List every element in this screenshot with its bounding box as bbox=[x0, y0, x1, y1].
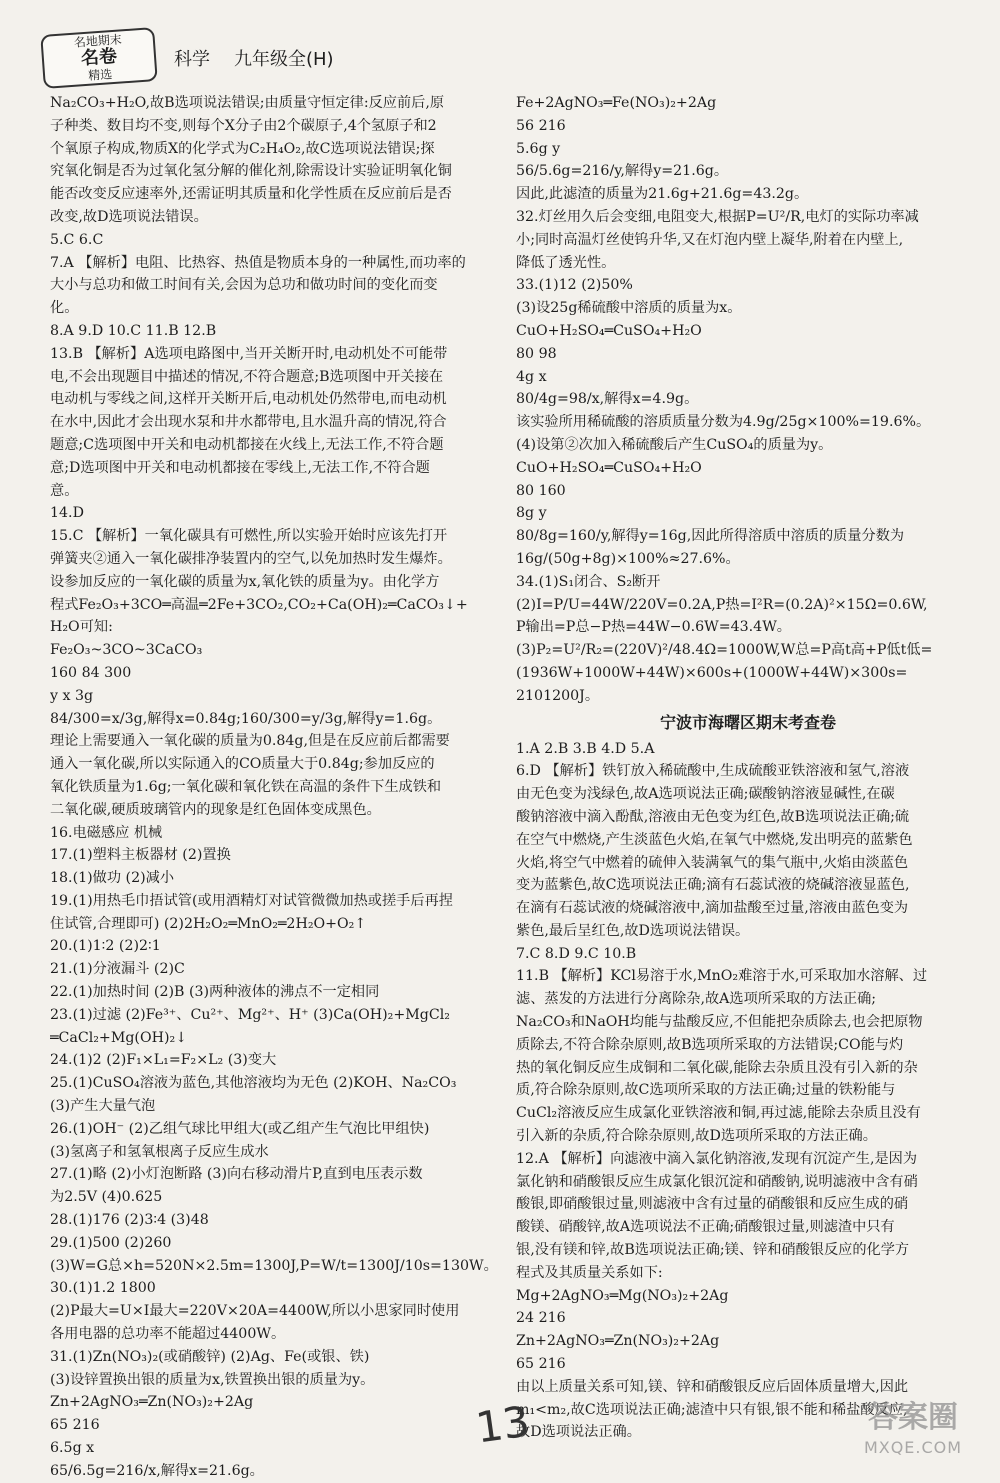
text-line: 80 98 bbox=[516, 345, 557, 362]
text-line: Zn+2AgNO₃═Zn(NO₃)₂+2Ag bbox=[516, 1333, 720, 1350]
subject-label: 科学 bbox=[174, 49, 210, 70]
text-line: 设参加反应的一氧化碳的质量为x,氧化铁的质量为y。由化学方 bbox=[50, 573, 440, 590]
watermark-logo-text: 答案圈 bbox=[868, 1400, 958, 1435]
text-line: 5.C 6.C bbox=[50, 231, 104, 248]
text-line: 11.B 【解析】KCl易溶于水,MnO₂难溶于水,可采取加水溶解、过 bbox=[516, 968, 928, 985]
text-line: 16g/(50g+8g)×100%≈27.6%。 bbox=[516, 550, 740, 567]
text-line: 故D选项说法正确。 bbox=[516, 1424, 641, 1441]
text-line: 7.A 【解析】电阻、比热容、热值是物质本身的一种属性,而功率的 bbox=[50, 254, 466, 271]
text-line: 题意;C选项图中开关和电动机都接在火线上,无法工作,不符合题 bbox=[50, 436, 444, 453]
text-line: 个氧原子构成,物质X的化学式为C₂H₄O₂,故C选项说法错误;探 bbox=[50, 140, 435, 157]
text-line: 该实验所用稀硫酸的溶质质量分数为4.9g/25g×100%=19.6%。 bbox=[516, 414, 931, 431]
grade-label: 九年级全(H) bbox=[234, 49, 334, 70]
text-line: 160 84 300 bbox=[50, 664, 132, 681]
text-line: 氯化钠和硝酸银反应生成氯化银沉淀和硝酸钠,说明滤液中含有硝 bbox=[516, 1173, 918, 1190]
site-watermark bbox=[838, 1398, 988, 1470]
text-line: 能否改变反应速率外,还需证明其质量和化学性质在反应前后是否 bbox=[50, 186, 452, 203]
text-line: (3)设25g稀硫酸中溶质的质量为x。 bbox=[516, 300, 742, 317]
text-line: 30.(1)1.2 1800 bbox=[50, 1280, 156, 1297]
text-line: 16.电磁感应 机械 bbox=[50, 824, 163, 841]
text-line: 6.D 【解析】铁钉放入稀硫酸中,生成硫酸亚铁溶液和氢气,溶液 bbox=[516, 763, 910, 780]
text-line: 8.A 9.D 10.C 11.B 12.B bbox=[50, 322, 217, 339]
text-line: 19.(1)用热毛巾捂试管(或用酒精灯对试管微微加热或搓手后再捏 bbox=[50, 892, 453, 909]
text-line: 小;同时高温灯丝使钨升华,又在灯泡内壁上凝华,附着在内壁上, bbox=[516, 231, 904, 248]
text-line: 23.(1)过滤 (2)Fe³⁺、Cu²⁺、Mg²⁺、H⁺ (3)Ca(OH)₂+MgCl₂ bbox=[50, 1006, 450, 1023]
text-line: m₁<m₂,故C选项说法正确;滤渣中只有银,银不能和稀盐酸反应, bbox=[516, 1401, 908, 1418]
text-line: (2)P最大=U×I最大=220V×20A=4400W,所以小思家同时使用 bbox=[50, 1303, 460, 1320]
text-line: Na₂CO₃和NaOH均能与盐酸反应,不但能把杂质除去,也会把原物 bbox=[516, 1014, 923, 1031]
text-line: 18.(1)做功 (2)减小 bbox=[50, 870, 175, 887]
text-line: 银,没有镁和锌,故B选项说法正确;镁、锌和硝酸银反应的化学方 bbox=[516, 1242, 910, 1259]
text-line: 12.A 【解析】向滤液中滴入氯化钠溶液,发现有沉淀产生,是因为 bbox=[516, 1150, 918, 1167]
text-line: 酸镁、硝酸锌,故A选项说法不正确;硝酸银过量,则滤渣中只有 bbox=[516, 1219, 895, 1236]
right-column-part-b bbox=[516, 738, 980, 1445]
text-line: P输出=P总−P热=44W−0.6W=43.4W。 bbox=[516, 619, 791, 636]
right-column bbox=[516, 92, 980, 1444]
right-column-part-a bbox=[516, 92, 980, 708]
series-logo bbox=[40, 27, 157, 89]
text-line: 5.6g y bbox=[516, 140, 561, 157]
text-line: Zn+2AgNO₃═Zn(NO₃)₂+2Ag bbox=[50, 1394, 254, 1411]
text-line: 理论上需要通入一氧化碳的质量为0.84g,但是在反应前后都需要 bbox=[50, 733, 450, 750]
text-line: Fe₂O₃~3CO~3CaCO₃ bbox=[50, 642, 203, 659]
section-title: 宁波市海曙区期末考查卷 bbox=[659, 712, 836, 732]
text-line: 为2.5V (4)0.625 bbox=[50, 1189, 163, 1206]
text-line: 29.(1)500 (2)260 bbox=[50, 1234, 172, 1251]
text-line: 33.(1)12 (2)50% bbox=[516, 277, 633, 294]
logo-main-text: 名卷 bbox=[80, 45, 118, 70]
text-line: 化。 bbox=[50, 300, 79, 317]
text-line: 56 216 bbox=[516, 117, 566, 134]
text-line: 28.(1)176 (2)3∶4 (3)48 bbox=[50, 1212, 209, 1229]
text-line: CuO+H₂SO₄═CuSO₄+H₂O bbox=[516, 322, 702, 339]
text-line: 氧化铁质量为1.6g;一氧化碳和氧化铁在高温的条件下生成铁和 bbox=[50, 778, 442, 795]
page-header bbox=[42, 30, 334, 86]
text-line: 紫色,最后呈红色,故D选项说法错误。 bbox=[516, 922, 750, 939]
text-line: 31.(1)Zn(NO₃)₂(或硝酸锌) (2)Ag、Fe(或银、铁) bbox=[50, 1348, 370, 1365]
text-line: (3)P₂=U²/R₂=(220V)²/48.4Ω=1000W,W总=P高t高+P低t低= bbox=[516, 642, 933, 659]
left-column bbox=[50, 92, 500, 1483]
text-line: 65 216 bbox=[516, 1356, 566, 1373]
text-line: (3)氢离子和氢氧根离子反应生成水 bbox=[50, 1143, 269, 1160]
text-line: 15.C 【解析】一氧化碳具有可燃性,所以实验开始时应该先打开 bbox=[50, 528, 448, 545]
text-line: 1.A 2.B 3.B 4.D 5.A bbox=[516, 740, 655, 757]
text-line: Fe+2AgNO₃═Fe(NO₃)₂+2Ag bbox=[516, 95, 717, 111]
text-line: 在水中,因此才会出现水泵和井水都带电,且水温升高的情况,符合 bbox=[50, 414, 447, 431]
text-line: 质,符合除杂原则,故C选项所采取的方法正确;过量的铁粉能与 bbox=[516, 1082, 896, 1099]
text-line: 热的氧化铜反应生成铜和二氧化碳,能除去杂质且没有引入新的杂 bbox=[516, 1059, 918, 1076]
text-line: 各用电器的总功率不能超过4400W。 bbox=[50, 1326, 286, 1343]
text-line: y x 3g bbox=[50, 687, 94, 704]
text-line: 65/6.5g=216/x,解得x=21.6g。 bbox=[50, 1462, 264, 1479]
text-line: 电,不会出现题目中描述的情况,不符合题意;B选项图中开关接在 bbox=[50, 368, 444, 385]
text-line: CuCl₂溶液反应生成氯化亚铁溶液和铜,再过滤,能除去杂质且没有 bbox=[516, 1105, 921, 1122]
text-line: (3)W=G总×h=520N×2.5m=1300J,P=W/t=1300J/10s=130W。 bbox=[50, 1257, 498, 1274]
text-line: H₂O可知: bbox=[50, 619, 113, 636]
text-line: 22.(1)加热时间 (2)B (3)两种液体的沸点不一定相同 bbox=[50, 984, 380, 1001]
text-line: 在滴有石蕊试液的烧碱溶液中,滴加盐酸至过量,溶液由蓝色变为 bbox=[516, 900, 909, 917]
text-line: 酸钠溶液中滴入酚酞,溶液由无色变为红色,故B选项说法正确;硫 bbox=[516, 808, 910, 825]
text-line: 34.(1)S₁闭合、S₂断开 bbox=[516, 573, 661, 590]
logo-top-text: 名地期末 bbox=[73, 32, 123, 50]
text-line: Na₂CO₃+H₂O,故B选项说法错误;由质量守恒定律:反应前后,原 bbox=[50, 95, 445, 111]
text-line: 6.5g x bbox=[50, 1440, 95, 1457]
text-line: 24.(1)2 (2)F₁×L₁=F₂×L₂ (3)变大 bbox=[50, 1052, 277, 1069]
text-line: (2)I=P/U=44W/220V=0.2A,P热=I²R=(0.2A)²×15Ω=0.6W, bbox=[516, 596, 928, 613]
text-line: 在空气中燃烧,产生淡蓝色火焰,在氧气中燃烧,发出明亮的蓝紫色 bbox=[516, 831, 913, 848]
text-line: 8g y bbox=[516, 505, 547, 522]
watermark-url: MXQE.COM bbox=[863, 1438, 963, 1457]
text-line: 26.(1)OH⁻ (2)乙组气球比甲组大(或乙组产生气泡比甲组快) bbox=[50, 1120, 430, 1137]
text-line: 27.(1)略 (2)小灯泡断路 (3)向右移动滑片P,直到电压表示数 bbox=[50, 1166, 423, 1183]
text-line: 由以上质量关系可知,镁、锌和硝酸银反应后固体质量增大,因此 bbox=[516, 1378, 909, 1395]
text-line: 25.(1)CuSO₄溶液为蓝色,其他溶液均为无色 (2)KOH、Na₂CO₃ bbox=[50, 1075, 457, 1092]
text-line: 20.(1)1∶2 (2)2∶1 bbox=[50, 938, 161, 955]
text-line: 酸银,即硝酸银过量,则滤液中含有过量的硝酸银和反应生成的硝 bbox=[516, 1196, 909, 1213]
text-line: (3)产生大量气泡 bbox=[50, 1098, 156, 1115]
text-line: 究氧化铜是否为过氧化氢分解的催化剂,除需设计实验证明氧化铜 bbox=[50, 163, 452, 180]
text-line: (1936W+1000W+44W)×600s+(1000W+44W)×300s= bbox=[516, 664, 908, 681]
text-line: 改变,故D选项说法错误。 bbox=[50, 208, 208, 225]
text-line: 7.C 8.D 9.C 10.B bbox=[516, 945, 637, 962]
text-line: 质除去,不符合除杂原则,故B选项所采取的方法错误;CO能与灼 bbox=[516, 1036, 904, 1053]
text-line: 二氧化碳,硬质玻璃管内的现象是红色固体变成黑色。 bbox=[50, 801, 381, 818]
text-line: (4)设第②次加入稀硫酸后产生CuSO₄的质量为y。 bbox=[516, 436, 833, 453]
text-line: 大小与总功和做工时间有关,会因为总功和做功时间的变化而变 bbox=[50, 277, 438, 294]
logo-sub-text: 精选 bbox=[87, 67, 113, 83]
text-line: 子种类、数目均不变,则每个X分子由2个碳原子,4个氢原子和2 bbox=[50, 117, 437, 134]
text-line: (3)设锌置换出银的质量为x,铁置换出银的质量为y。 bbox=[50, 1371, 375, 1388]
page-number: 13 bbox=[472, 1396, 533, 1453]
text-line: 变为蓝紫色,故C选项说法正确;滴有石蕊试液的烧碱溶液显蓝色, bbox=[516, 877, 910, 894]
text-line: 滤、蒸发的方法进行分离除杂,故A选项所采取的方法正确; bbox=[516, 991, 877, 1008]
text-line: 13.B 【解析】A选项电路图中,当开关断开时,电动机处不可能带 bbox=[50, 345, 448, 362]
text-line: 80/8g=160/y,解得y=16g,因此所得溶质中溶质的质量分数为 bbox=[516, 528, 905, 545]
text-line: 弹簧夹②通入一氧化碳排净装置内的空气,以免加热时发生爆炸。 bbox=[50, 550, 452, 567]
text-line: 意。 bbox=[50, 482, 79, 499]
text-line: 14.D bbox=[50, 505, 84, 522]
text-line: 56/5.6g=216/y,解得y=21.6g。 bbox=[516, 163, 729, 180]
text-line: ═CaCl₂+Mg(OH)₂↓ bbox=[50, 1029, 188, 1046]
text-line: 电动机与零线之间,这样开关断开后,电动机处仍然带电,而电动机 bbox=[50, 391, 447, 408]
text-line: 17.(1)塑料主板器材 (2)置换 bbox=[50, 847, 231, 864]
text-line: 住试管,合理即可) (2)2H₂O₂═MnO₂═2H₂O+O₂↑ bbox=[50, 915, 367, 932]
text-line: 80/4g=98/x,解得x=4.9g。 bbox=[516, 391, 699, 408]
text-line: 65 216 bbox=[50, 1417, 100, 1434]
text-line: 引入新的杂质,符合除杂原则,故D选项所采取的方法正确。 bbox=[516, 1128, 877, 1145]
text-line: 程式及其质量关系如下: bbox=[516, 1264, 663, 1281]
text-line: 通入一氧化碳,所以实际通入的CO质量大于0.84g;参加反应的 bbox=[50, 756, 435, 773]
text-line: 降低了透光性。 bbox=[516, 254, 616, 271]
text-line: 24 216 bbox=[516, 1310, 566, 1327]
text-line: 21.(1)分液漏斗 (2)C bbox=[50, 961, 185, 978]
text-line: 32.灯丝用久后会变细,电阻变大,根据P=U²/R,电灯的实际功率减 bbox=[516, 208, 919, 225]
text-line: 意;D选项图中开关和电动机都接在零线上,无法工作,不符合题 bbox=[50, 459, 430, 476]
text-line: 84/300=x/3g,解得x=0.84g;160/300=y/3g,解得y=1.6g。 bbox=[50, 710, 442, 727]
text-line: 2101200J。 bbox=[516, 687, 600, 704]
text-line: 因此,此滤渣的质量为21.6g+21.6g=43.2g。 bbox=[516, 186, 809, 203]
text-line: 程式Fe₂O₃+3CO═高温═2Fe+3CO₂,CO₂+Ca(OH)₂═CaCO₃↓+ bbox=[50, 596, 468, 613]
text-line: 由无色变为浅绿色,故A选项说法正确;碳酸钠溶液显碱性,在碳 bbox=[516, 786, 895, 803]
text-line: 火焰,将空气中燃着的硫伸入装满氧气的集气瓶中,火焰由淡蓝色 bbox=[516, 854, 909, 871]
text-line: CuO+H₂SO₄═CuSO₄+H₂O bbox=[516, 459, 702, 476]
text-line: 80 160 bbox=[516, 482, 566, 499]
text-line: 4g x bbox=[516, 368, 547, 385]
text-line: Mg+2AgNO₃═Mg(NO₃)₂+2Ag bbox=[516, 1287, 729, 1304]
